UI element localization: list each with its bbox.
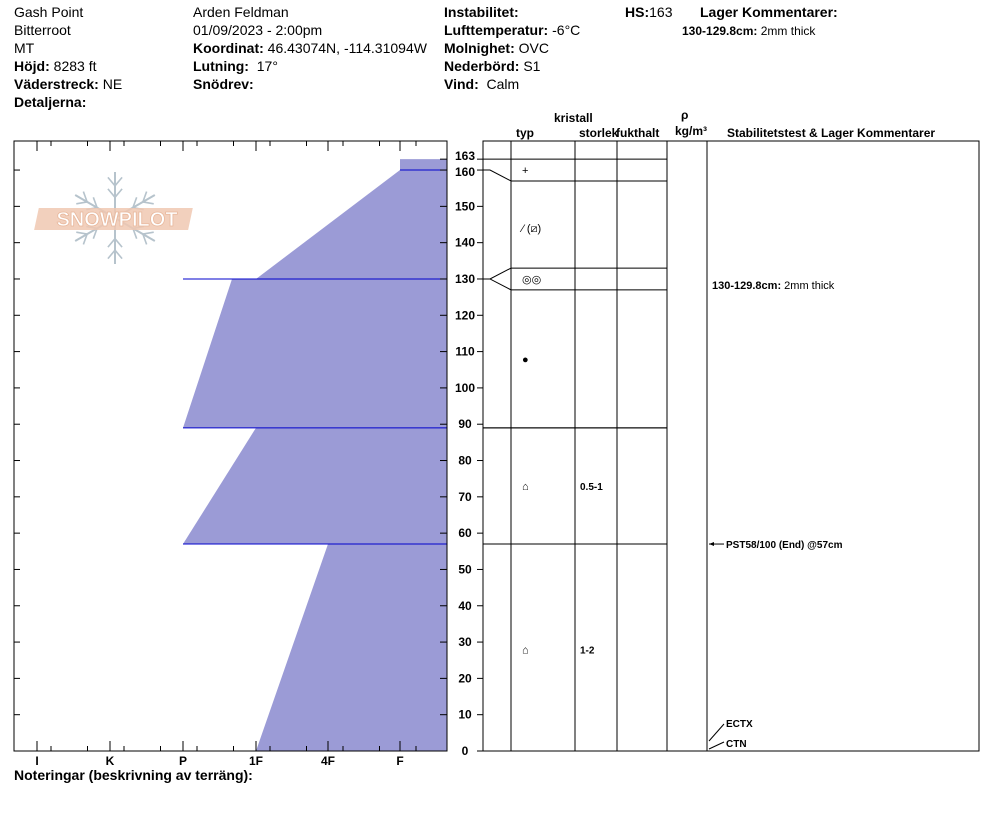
airtemp-value: -6°C <box>552 22 581 38</box>
coord-label: Koordinat: <box>193 40 264 56</box>
hardness-layer-3 <box>183 428 447 544</box>
depth-tick-label: 130 <box>454 271 476 286</box>
depth-tick-label: 70 <box>458 489 472 504</box>
grain-type-symbol: ⁄ (⧄) <box>522 223 542 236</box>
stability-arrow <box>709 742 724 749</box>
col-rho: ρ <box>681 108 689 122</box>
snowflake-branch <box>143 202 154 204</box>
hs-value: 163 <box>649 4 673 20</box>
depth-tick-label: 10 <box>458 707 472 722</box>
hardness-layer-2 <box>183 279 447 428</box>
hardness-tick-label: K <box>105 754 115 768</box>
depth-tick-label: 40 <box>458 598 472 613</box>
depth-tick-label: 120 <box>454 308 476 323</box>
col-moisture: fukthalt <box>616 126 660 140</box>
precip-label: Nederbörd: <box>444 58 520 74</box>
layer-table-frame <box>483 141 979 751</box>
col-stability: Stabilitetstest & Lager Kommentarer <box>727 126 936 140</box>
layer-connector <box>483 268 511 279</box>
range: Bitterroot <box>14 22 71 38</box>
depth-tick-label: 80 <box>458 453 472 468</box>
instability-label: Instabilitet: <box>444 4 519 20</box>
grain-type-symbol: ◎◎ <box>522 273 542 286</box>
hardness-layer-1 <box>256 170 447 279</box>
observer: Arden Feldman <box>193 4 289 20</box>
snowflake-branch <box>115 239 122 247</box>
hardness-layer-0 <box>400 159 447 170</box>
state: MT <box>14 40 35 56</box>
layer-connector <box>483 170 511 181</box>
logo-text: SNOWPILOT <box>56 209 178 231</box>
elevation-label: Höjd: <box>14 58 50 74</box>
stability-arrow <box>709 724 724 741</box>
stability-test-label: PST58/100 (End) @57cm <box>726 540 843 552</box>
coord-value: 46.43074N, -114.31094W <box>267 40 427 56</box>
snowflake-branch <box>108 177 115 185</box>
drift-label: Snödrev: <box>193 76 254 92</box>
hs-label: HS: <box>625 4 650 20</box>
wind-value: Calm <box>486 76 520 92</box>
layer-comment-annotation: 130-129.8cm: 2mm thick <box>712 279 835 292</box>
aspect-value: NE <box>102 76 123 92</box>
snowpilot-logo <box>34 172 193 264</box>
depth-tick-label: 110 <box>455 344 475 359</box>
snowflake-branch <box>108 239 115 247</box>
snowflake-branch <box>143 232 154 234</box>
depth-tick-label: 100 <box>454 380 476 395</box>
depth-tick-label: 20 <box>458 671 472 686</box>
snowflake-branch <box>76 232 87 234</box>
grain-type-symbol: + <box>522 165 529 178</box>
depth-tick-label: 50 <box>458 562 472 577</box>
snowflake-branch <box>115 177 122 185</box>
snowflake-branch <box>76 202 87 204</box>
sky-value: OVC <box>518 40 549 56</box>
grain-type-symbol: ● <box>522 353 529 366</box>
col-size: storlek <box>579 126 619 140</box>
layer-comment-text: 2mm thick <box>760 24 816 38</box>
depth-tick-label: 150 <box>454 199 476 214</box>
stability-test-label: CTN <box>726 739 747 750</box>
airtemp-label: Lufttemperatur: <box>444 22 549 38</box>
layer-comments-label: Lager Kommentarer: <box>700 4 838 20</box>
col-type: typ <box>516 126 534 140</box>
precip-value: S1 <box>523 58 541 74</box>
hardness-tick-label: I <box>35 754 39 768</box>
grain-type-symbol: ⌂ <box>522 644 529 657</box>
depth-tick-label: 160 <box>454 165 476 180</box>
snowflake-branch <box>115 250 122 258</box>
col-density-unit: kg/m³ <box>675 124 708 138</box>
col-crystal: kristall <box>554 111 593 125</box>
snowflake-branch <box>108 189 115 197</box>
depth-tick-label: 163 <box>454 149 476 164</box>
stability-arrowhead <box>709 542 714 546</box>
wind-label: Vind: <box>444 76 479 92</box>
aspect-label: Väderstreck: <box>14 76 99 92</box>
location: Gash Point <box>14 4 84 20</box>
grain-type-symbol: ⌂ <box>522 480 529 493</box>
snowflake-branch <box>115 189 122 197</box>
elevation-value: 8283 ft <box>53 58 97 74</box>
slope-label: Lutning: <box>193 58 249 74</box>
hardness-tick-label: P <box>178 754 188 768</box>
slope-value: 17° <box>256 58 278 74</box>
depth-tick-label: 140 <box>454 235 476 250</box>
grain-size-label: 1-2 <box>580 645 595 657</box>
depth-tick-label: 60 <box>458 526 472 541</box>
stability-test-label: ECTX <box>726 719 753 730</box>
depth-tick-label: 90 <box>458 417 472 432</box>
sky-label: Molnighet: <box>444 40 515 56</box>
grain-size-label: 0.5-1 <box>580 481 603 493</box>
hardness-tick-label: F <box>396 754 404 768</box>
notes-label: Noteringar (beskrivning av terräng): <box>14 767 253 783</box>
snowflake-branch <box>108 250 115 258</box>
hardness-tick-label: 4F <box>320 754 336 768</box>
layer-connector <box>483 279 511 290</box>
hardness-tick-label: 1F <box>248 754 264 768</box>
layer-comment-depth: 130-129.8cm: <box>682 24 758 38</box>
hardness-layer-4 <box>256 544 447 751</box>
details-label: Detaljerna: <box>14 94 87 110</box>
datetime: 01/09/2023 - 2:00pm <box>193 22 323 38</box>
depth-tick-label: 0 <box>461 744 469 758</box>
depth-tick-label: 30 <box>458 635 472 650</box>
